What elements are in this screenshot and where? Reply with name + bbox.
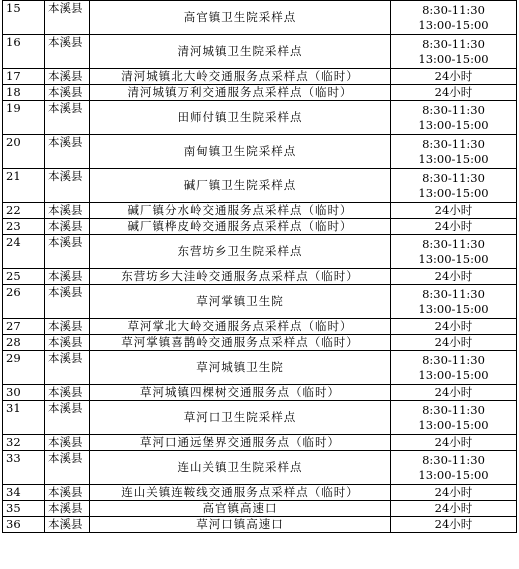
table-body [3,1,517,533]
service-hours-cell [391,517,517,533]
service-hours-cell [391,101,517,135]
sampling-site-table [2,0,517,533]
service-hours-cell [391,219,517,235]
table-row [3,451,517,485]
service-hours-cell [391,169,517,203]
site-name-cell: 碱厂镇卫生院采样点 [90,169,391,203]
service-hours-line: 24小时 [434,517,473,531]
site-name-cell: 草河口镇高速口 [90,517,391,533]
service-hours-line: 13:00-15:00 [418,17,489,32]
county-cell: 本溪县 [45,269,90,285]
site-name-cell: 南甸镇卫生院采样点 [90,135,391,169]
service-hours-line: 8:30-11:30 [422,102,485,117]
county-cell: 本溪县 [45,85,90,101]
row-number: 35 [3,501,45,517]
site-name-cell: 草河口卫生院采样点 [90,401,391,435]
service-hours-cell [391,85,517,101]
table-row [3,501,517,517]
service-hours-line: 24小时 [434,501,473,515]
row-number: 34 [3,485,45,501]
service-hours-cell [391,335,517,351]
table-row [3,69,517,85]
service-hours-cell [391,485,517,501]
site-name-cell: 草河城镇卫生院 [90,351,391,385]
service-hours-cell [391,451,517,485]
row-number: 36 [3,517,45,533]
table-row [3,335,517,351]
row-number: 18 [3,85,45,101]
site-name-cell: 清河城镇卫生院采样点 [90,35,391,69]
county-cell: 本溪县 [45,319,90,335]
service-hours-line: 24小时 [434,319,473,333]
table-row [3,1,517,35]
table-row [3,169,517,203]
service-hours-line: 8:30-11:30 [422,2,485,17]
service-hours-cell [391,385,517,401]
service-hours-line: 13:00-15:00 [418,417,489,432]
service-hours-line: 24小时 [434,269,473,283]
service-hours-line: 8:30-11:30 [422,170,485,185]
service-hours-cell [391,285,517,319]
service-hours-cell [391,435,517,451]
county-cell: 本溪县 [45,35,90,69]
site-name-cell: 连山关镇卫生院采样点 [90,451,391,485]
row-number: 26 [3,285,45,319]
county-cell: 本溪县 [45,135,90,169]
service-hours-cell [391,351,517,385]
service-hours-cell [391,135,517,169]
county-cell: 本溪县 [45,435,90,451]
service-hours-cell [391,69,517,85]
county-cell: 本溪县 [45,485,90,501]
row-number: 22 [3,203,45,219]
row-number: 27 [3,319,45,335]
site-name-cell: 碱厂镇桦皮岭交通服务点采样点（临时） [90,219,391,235]
service-hours-line: 13:00-15:00 [418,251,489,266]
site-name-cell: 东营坊乡大洼岭交通服务点采样点（临时） [90,269,391,285]
service-hours-cell [391,35,517,69]
county-cell: 本溪县 [45,285,90,319]
service-hours-line: 13:00-15:00 [418,467,489,482]
service-hours-line: 8:30-11:30 [422,286,485,301]
table-row [3,203,517,219]
site-name-cell: 清河城镇万利交通服务点采样点（临时） [90,85,391,101]
row-number: 32 [3,435,45,451]
site-name-cell: 清河城镇北大岭交通服务点采样点（临时） [90,69,391,85]
service-hours-cell [391,269,517,285]
row-number: 23 [3,219,45,235]
table-row [3,285,517,319]
site-name-cell: 田师付镇卫生院采样点 [90,101,391,135]
county-cell: 本溪县 [45,69,90,85]
table-row [3,385,517,401]
service-hours-line: 13:00-15:00 [418,117,489,132]
row-number: 15 [3,1,45,35]
table-row [3,135,517,169]
site-name-cell: 连山关镇连鞍线交通服务点采样点（临时） [90,485,391,501]
site-name-cell: 草河掌北大岭交通服务点采样点（临时） [90,319,391,335]
county-cell: 本溪县 [45,351,90,385]
service-hours-cell [391,501,517,517]
county-cell: 本溪县 [45,451,90,485]
service-hours-line: 24小时 [434,85,473,99]
service-hours-cell [391,203,517,219]
service-hours-line: 24小时 [434,385,473,399]
county-cell: 本溪县 [45,517,90,533]
service-hours-line: 13:00-15:00 [418,51,489,66]
service-hours-line: 24小时 [434,435,473,449]
table-row [3,401,517,435]
site-name-cell: 碱厂镇分水岭交通服务点采样点（临时） [90,203,391,219]
service-hours-line: 13:00-15:00 [418,367,489,382]
service-hours-line: 24小时 [434,69,473,83]
service-hours-line: 8:30-11:30 [422,136,485,151]
service-hours-cell [391,1,517,35]
service-hours-line: 24小时 [434,219,473,233]
table-row [3,517,517,533]
service-hours-cell [391,319,517,335]
table-row [3,101,517,135]
service-hours-line: 8:30-11:30 [422,352,485,367]
row-number: 20 [3,135,45,169]
row-number: 25 [3,269,45,285]
service-hours-line: 24小时 [434,335,473,349]
row-number: 31 [3,401,45,435]
table-row [3,85,517,101]
table-row [3,235,517,269]
row-number: 28 [3,335,45,351]
table-row [3,269,517,285]
site-name-cell: 草河掌镇卫生院 [90,285,391,319]
county-cell: 本溪县 [45,203,90,219]
site-name-cell: 高官镇高速口 [90,501,391,517]
service-hours-line: 24小时 [434,203,473,217]
site-name-cell: 草河城镇四棵树交通服务点（临时） [90,385,391,401]
county-cell: 本溪县 [45,219,90,235]
county-cell: 本溪县 [45,401,90,435]
service-hours-line: 13:00-15:00 [418,151,489,166]
service-hours-line: 13:00-15:00 [418,185,489,200]
service-hours-cell [391,401,517,435]
service-hours-line: 13:00-15:00 [418,301,489,316]
county-cell: 本溪县 [45,335,90,351]
site-name-cell: 东营坊乡卫生院采样点 [90,235,391,269]
county-cell: 本溪县 [45,501,90,517]
service-hours-line: 8:30-11:30 [422,452,485,467]
row-number: 24 [3,235,45,269]
service-hours-line: 24小时 [434,485,473,499]
service-hours-line: 8:30-11:30 [422,402,485,417]
row-number: 29 [3,351,45,385]
table-row [3,435,517,451]
county-cell: 本溪县 [45,385,90,401]
row-number: 30 [3,385,45,401]
site-name-cell: 高官镇卫生院采样点 [90,1,391,35]
table-row [3,485,517,501]
row-number: 16 [3,35,45,69]
table-row [3,219,517,235]
service-hours-cell [391,235,517,269]
table-row [3,351,517,385]
table-row [3,319,517,335]
site-name-cell: 草河口通远堡界交通服务点（临时） [90,435,391,451]
row-number: 33 [3,451,45,485]
row-number: 21 [3,169,45,203]
county-cell: 本溪县 [45,235,90,269]
row-number: 19 [3,101,45,135]
county-cell: 本溪县 [45,169,90,203]
site-name-cell: 草河掌镇喜鹊岭交通服务点采样点（临时） [90,335,391,351]
service-hours-line: 8:30-11:30 [422,236,485,251]
county-cell: 本溪县 [45,1,90,35]
table-row [3,35,517,69]
row-number: 17 [3,69,45,85]
service-hours-line: 8:30-11:30 [422,36,485,51]
county-cell: 本溪县 [45,101,90,135]
